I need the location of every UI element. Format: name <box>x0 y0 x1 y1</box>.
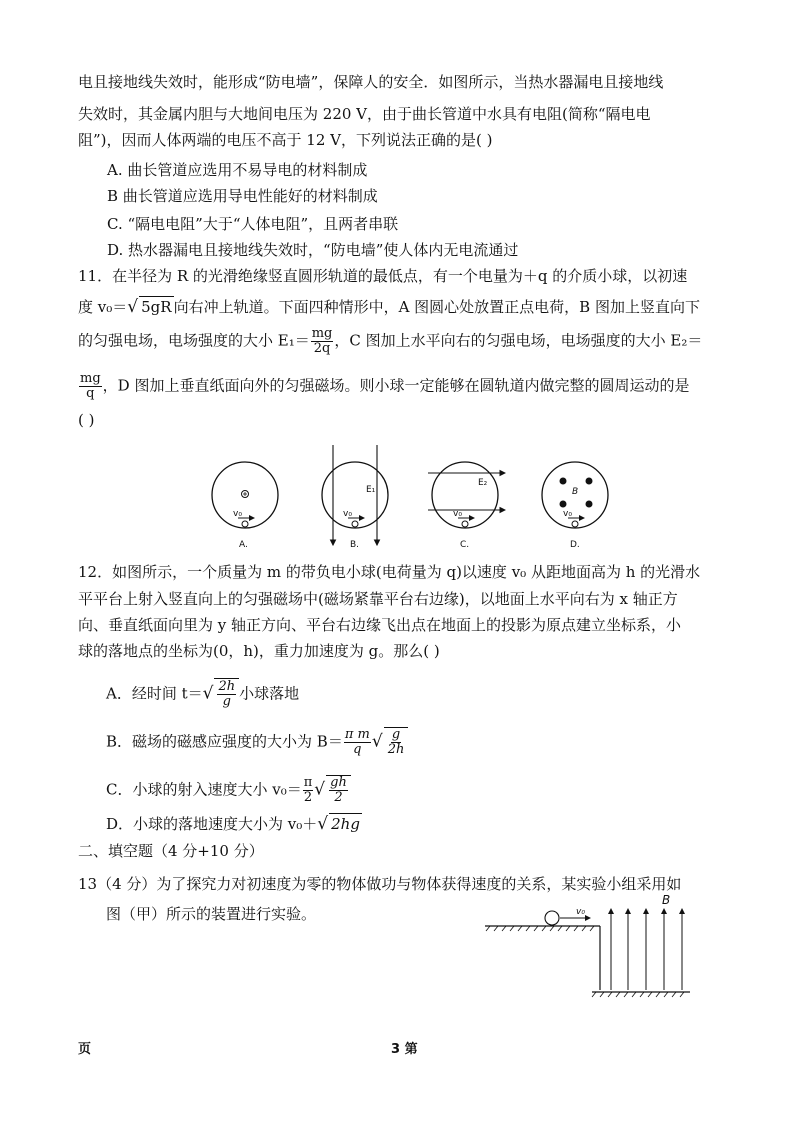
sqrt-sign: √ <box>371 731 383 752</box>
q10-line-2: 失效时，其金属内胆与大地间电压为 220 V，由于曲长管道中水具有电阻(简称“隔电电 <box>78 105 651 123</box>
fraction-numerator: mg <box>80 371 101 386</box>
q11-e2-fraction <box>79 372 102 401</box>
q13-line-2: 图（甲）所示的装置进行实验。 <box>106 905 317 923</box>
q11-v0-radicand: 5gR <box>141 298 172 316</box>
q12-option-a <box>106 678 299 709</box>
q11-answer-blank: ( ) <box>78 411 95 429</box>
q12-option-b <box>106 727 408 757</box>
fraction-denominator: 2 <box>334 790 343 805</box>
q11-line-2 <box>78 296 700 317</box>
q11-line-4 <box>78 372 689 401</box>
fraction-denominator: q <box>353 742 362 757</box>
q12-option-b-fraction-2 <box>387 728 406 757</box>
q12-option-c-fraction-1 <box>303 776 314 805</box>
figure-a <box>212 462 278 528</box>
q12-option-c-text: C．小球的射入速度大小 v₀＝ <box>106 780 302 799</box>
q12-option-c-fraction-2 <box>329 776 348 805</box>
q12-figure-b-label: B <box>662 893 671 907</box>
q12-option-d <box>106 813 362 834</box>
q12-option-d-text: D．小球的落地速度大小为 v₀＋ <box>106 815 318 833</box>
fraction-denominator: 2 <box>303 790 313 805</box>
sqrt-sign: √ <box>202 683 214 704</box>
q11-line-2-end: 向右冲上轨道。下面四种情形中，A 图圆心处放置正点电荷，B 图加上竖直向下 <box>173 298 700 316</box>
figure-b-e1-label: E₁ <box>366 485 376 495</box>
fraction-numerator: gh <box>330 775 347 790</box>
q10-line-3: 阻”)，因而人体两端的电压不高于 12 V，下列说法正确的是( ) <box>78 131 493 149</box>
fraction-denominator: q <box>86 386 95 401</box>
q12-option-a-tail: 小球落地 <box>239 684 300 703</box>
q12-option-b-fraction-1 <box>344 728 371 757</box>
fraction-denominator: g <box>222 694 231 709</box>
q12-platform-field-figure <box>480 895 700 1005</box>
fraction-denominator: 2q <box>313 341 331 356</box>
figure-label-d: D. <box>570 540 580 550</box>
q13-line-1: 13（4 分）为了探究力对初速度为零的物体做功与物体获得速度的关系，某实验小组采用如 <box>78 875 682 893</box>
fraction-numerator: mg <box>311 326 333 341</box>
q10-option-c: C. “隔电电阻”大于“人体电阻”，且两者串联 <box>107 215 399 233</box>
sqrt-sign: √ <box>317 814 329 834</box>
figure-b-v0-label: v₀ <box>343 509 352 519</box>
q12-figure-v0-label: v₀ <box>576 907 585 917</box>
figure-d-v0-label: v₀ <box>563 509 572 519</box>
q11-figures <box>200 440 620 555</box>
q10-option-b: B 曲长管道应选用导电性能好的材料制成 <box>107 187 378 205</box>
figure-d-b-label: B <box>572 487 579 497</box>
sqrt-sign: √ <box>127 297 139 317</box>
figure-label-b: B. <box>350 540 360 550</box>
q12-option-a-text: A．经时间 t＝ <box>106 684 203 703</box>
section-2-heading: 二、填空题（4 分+10 分） <box>78 842 264 860</box>
q12-line-1: 12．如图所示，一个质量为 m 的带负电小球(电荷量为 q)以速度 v₀ 从距地面高为 h 的光滑水 <box>78 563 701 581</box>
q12-line-2: 平平台上射入竖直向上的匀强磁场中(磁场紧靠平台右边缘)，以地面上水平向右为 x 轴正方 <box>78 590 678 608</box>
q12-option-d-radicand: 2hg <box>331 815 360 833</box>
fraction-numerator: 2h <box>218 679 236 694</box>
footer-left: 页 <box>78 1042 92 1057</box>
figure-a-v0-label: v₀ <box>233 509 242 519</box>
figure-label-c: C. <box>460 540 470 550</box>
q10-option-d: D. 热水器漏电且接地线失效时，“防电墙”使人体内无电流通过 <box>107 241 519 259</box>
figure-c <box>428 462 505 528</box>
q11-line-4-text: ，D 图加上垂直纸面向外的匀强磁场。则小球一定能够在圆轨道内做完整的圆周运动的是 <box>102 376 690 395</box>
q11-line-2-start: 度 v₀＝ <box>78 298 128 316</box>
fraction-numerator: π m <box>344 727 370 742</box>
q11-line-3 <box>78 327 702 356</box>
figure-c-e2-label: E₂ <box>478 478 488 488</box>
q11-line-3-start: 的匀强电场，电场强度的大小 E₁＝ <box>78 331 310 350</box>
fraction-numerator: π <box>303 775 313 790</box>
q11-e1-fraction <box>311 327 334 356</box>
q11-line-3-end: ，C 图加上水平向右的匀强电场，电场强度的大小 E₂＝ <box>334 331 703 350</box>
q12-option-b-text: B．磁场的磁感应强度的大小为 B＝ <box>106 732 343 751</box>
page-number: 3 第 <box>391 1042 418 1057</box>
figure-b <box>322 445 388 545</box>
q12-option-c <box>106 775 351 805</box>
fraction-denominator: 2h <box>387 742 405 757</box>
q10-line-1: 电且接地线失效时，能形成“防电墙”，保障人的安全．如图所示，当热水器漏电且接地线 <box>78 73 664 91</box>
sqrt-sign: √ <box>314 779 326 800</box>
fraction-numerator: g <box>391 727 401 742</box>
q12-option-a-fraction <box>217 680 236 709</box>
figure-c-v0-label: v₀ <box>453 509 462 519</box>
q12-line-4: 球的落地点的坐标为(0，h)，重力加速度为 g。那么( ) <box>78 642 440 660</box>
q10-option-a: A. 曲长管道应选用不易导电的材料制成 <box>107 161 368 179</box>
q12-line-3: 向、垂直纸面向里为 y 轴正方向、平台右边缘飞出点在地面上的投影为原点建立坐标系，小 <box>78 616 682 634</box>
figure-label-a: A. <box>239 540 248 550</box>
q11-line-1: 11．在半径为 R 的光滑绝缘竖直圆形轨道的最低点，有一个电量为＋q 的介质小球，以初速 <box>78 267 688 285</box>
